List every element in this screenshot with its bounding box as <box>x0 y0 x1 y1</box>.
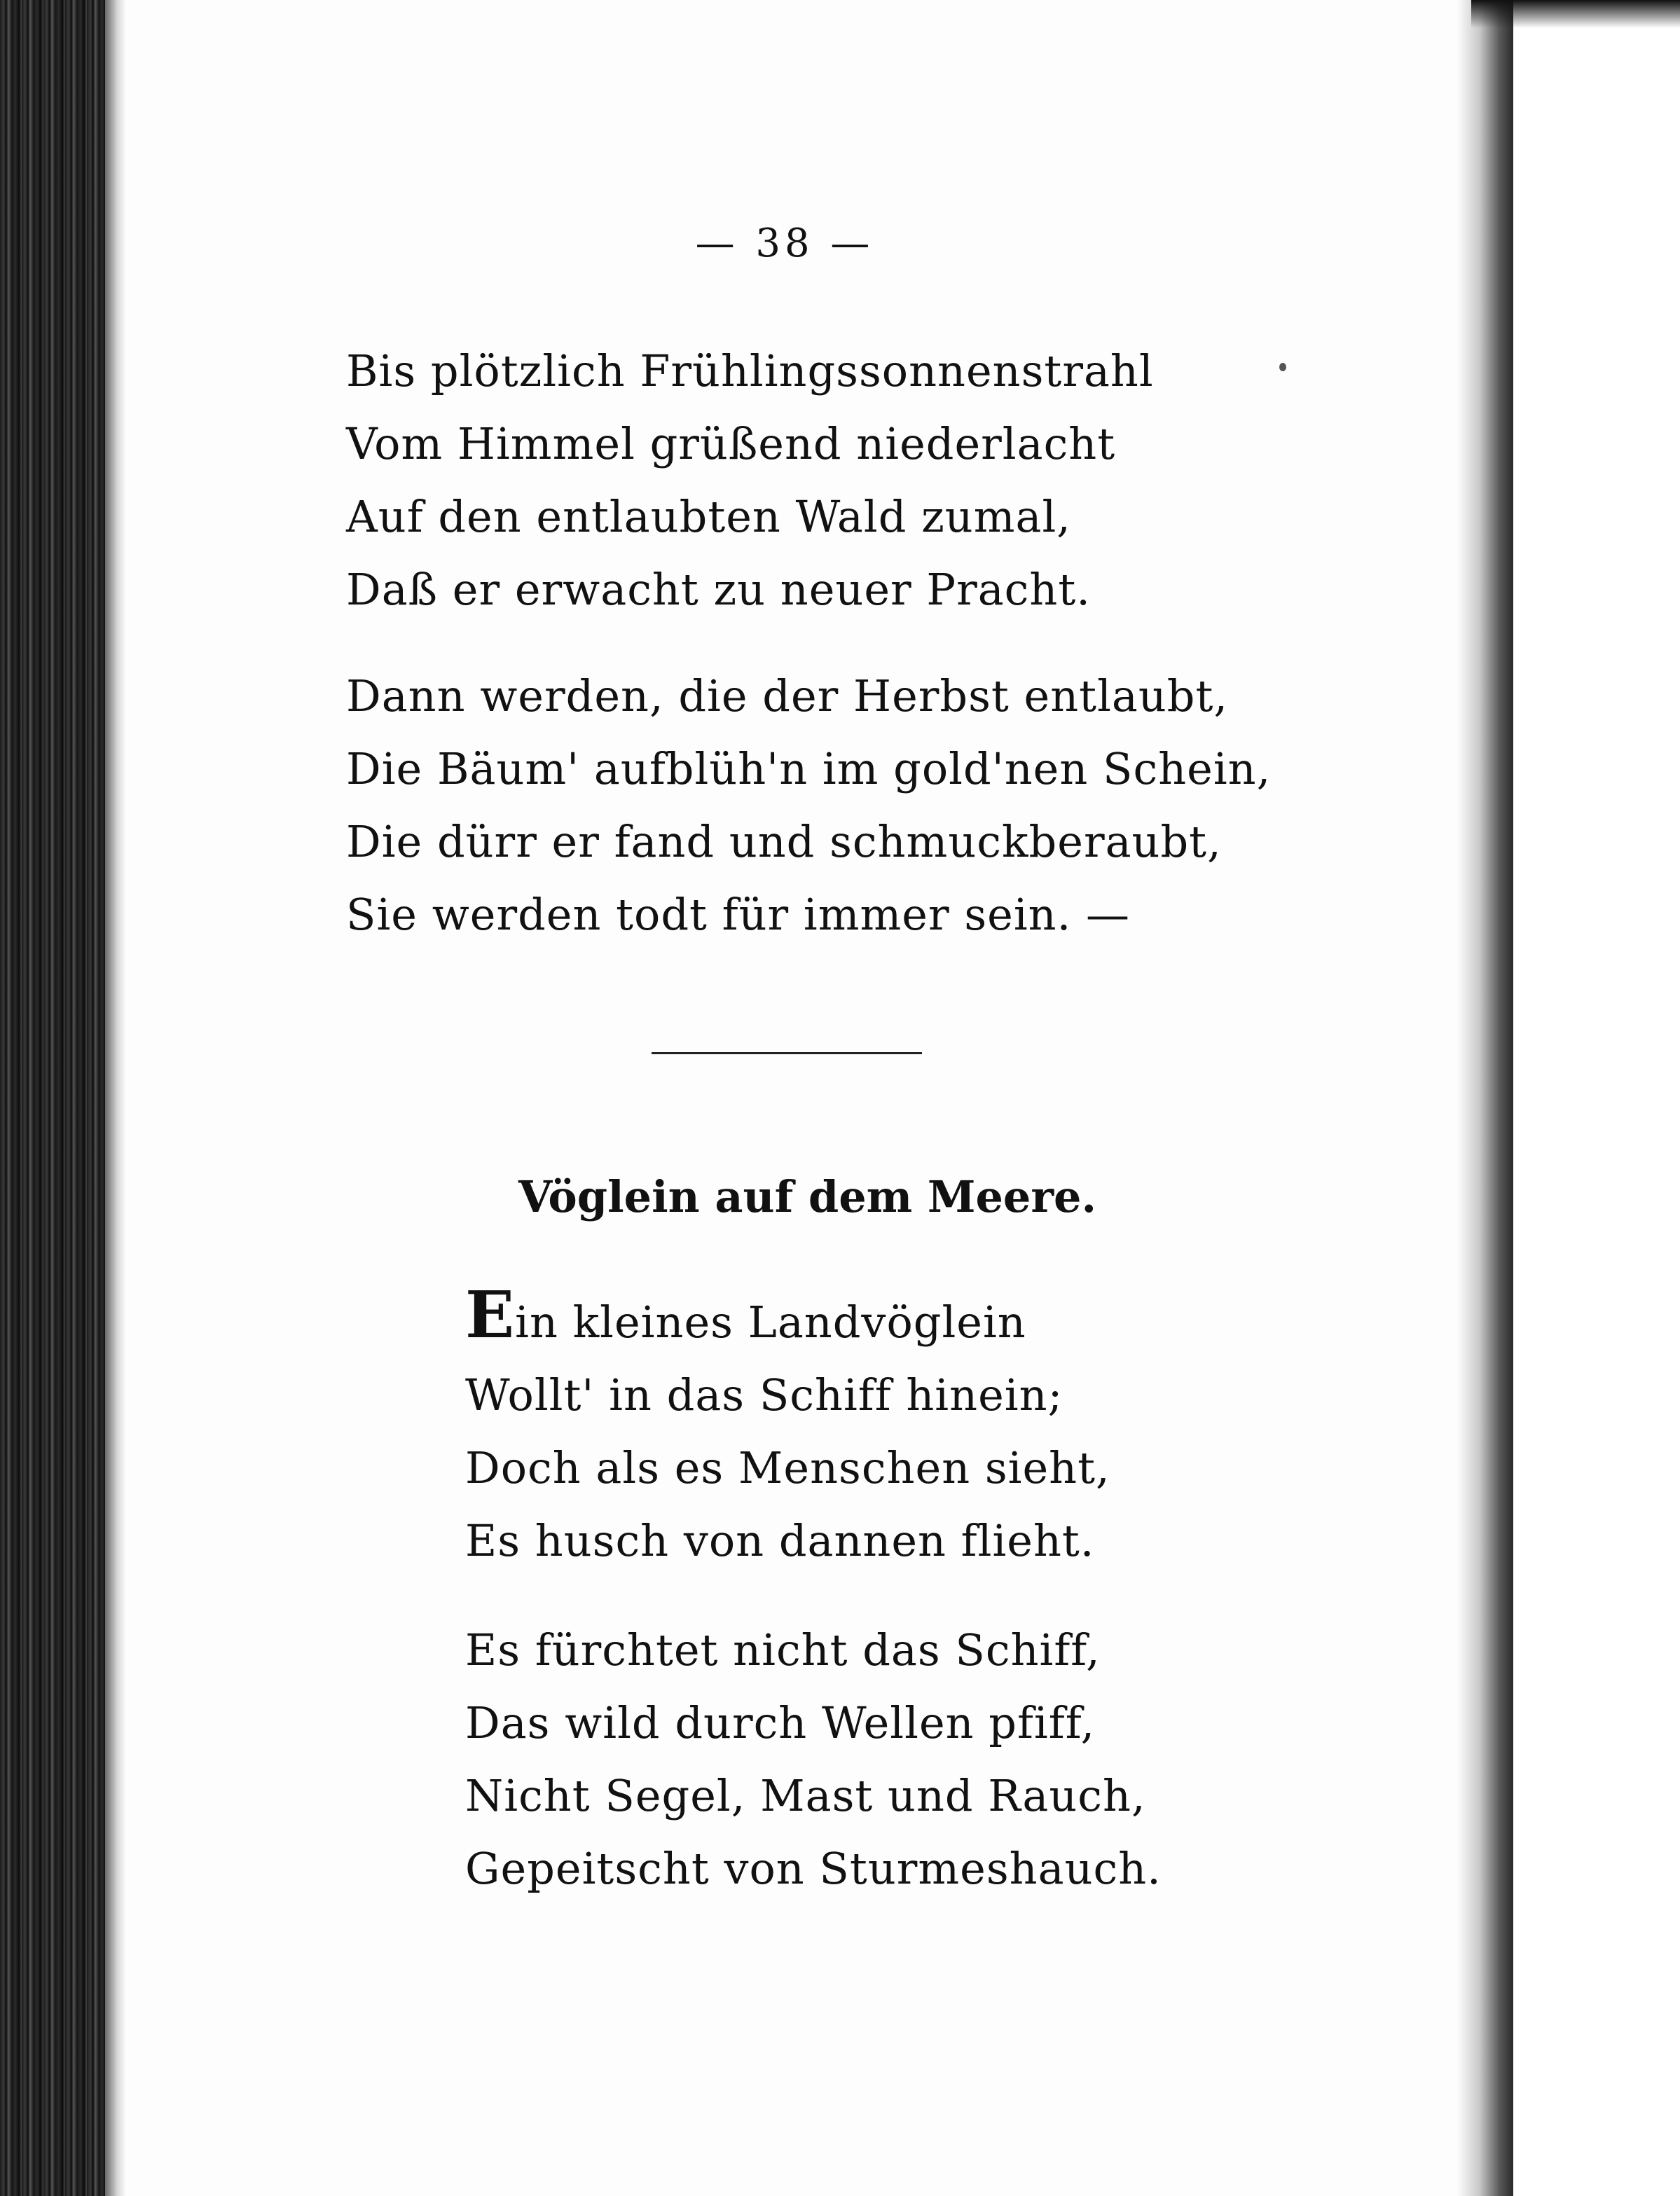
ink-speck <box>1279 363 1286 371</box>
verse-line: Nicht Segel, Mast und Rauch, <box>465 1770 1146 1821</box>
poem-title: Vöglein auf dem Meere. <box>518 1171 1097 1222</box>
verse-line: Dann werden, die der Herbst entlaubt, <box>346 670 1229 721</box>
section-divider <box>652 1052 922 1054</box>
corner-shadow <box>1471 0 1680 28</box>
verse-line: Es husch von dannen flieht. <box>465 1515 1095 1566</box>
first-line-text: in kleines Landvöglein <box>515 1297 1026 1348</box>
book-binding-edge <box>0 0 105 2196</box>
verse-line: Sie werden todt für immer sein. — <box>346 889 1131 940</box>
stanza <box>346 660 1271 951</box>
verse-line: Auf den entlaubten Wald zumal, <box>346 491 1071 542</box>
verse-line: Die dürr er fand und schmuckberaubt, <box>346 816 1222 867</box>
stanza <box>465 1277 1110 1577</box>
verse-line: Vom Himmel grüßend niederlacht <box>346 418 1116 469</box>
verse-line: Es fürchtet nicht das Schiff, <box>465 1624 1101 1676</box>
verse-line: Doch als es Menschen sieht, <box>465 1442 1110 1493</box>
verse-line: Gepeitscht von Sturmeshauch. <box>465 1843 1162 1894</box>
page-edge-shadow <box>1457 0 1513 2196</box>
stanza <box>465 1614 1162 1905</box>
scan-margin <box>1513 0 1680 2196</box>
verse-line: Das wild durch Wellen pfiff, <box>465 1697 1096 1748</box>
verse-line: Bis plötzlich Frühlingssonnenstrahl <box>346 345 1154 396</box>
verse-line-first <box>465 1277 1110 1359</box>
drop-cap: E <box>465 1277 516 1353</box>
verse-line: Wollt' in das Schiff hinein; <box>465 1369 1063 1421</box>
binding-shadow <box>105 0 126 2196</box>
verse-line: Die Bäum' aufblüh'n im gold'nen Schein, <box>346 743 1272 794</box>
verse-line: Daß er erwacht zu neuer Pracht. <box>346 564 1091 615</box>
page-number: — 38 — <box>695 221 874 266</box>
stanza <box>346 335 1154 626</box>
